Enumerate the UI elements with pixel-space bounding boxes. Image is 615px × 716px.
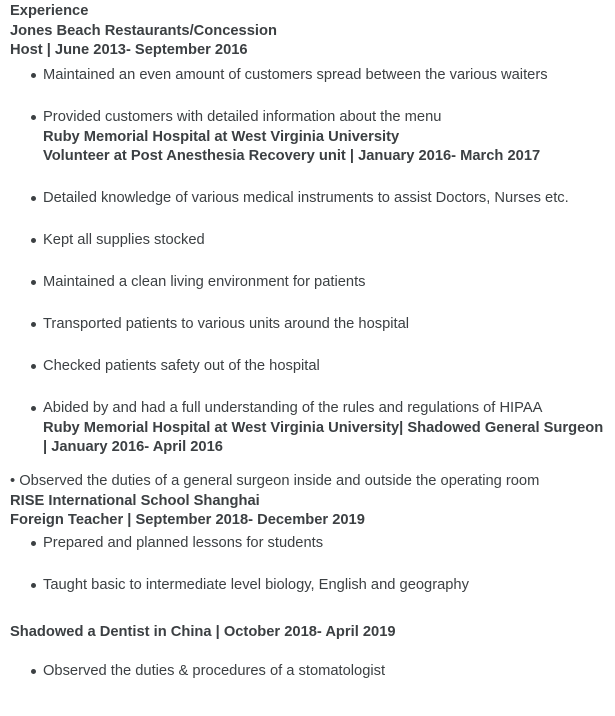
bullet-text: Kept all supplies stocked: [43, 232, 205, 248]
bullet-text: Prepared and planned lessons for students: [43, 535, 324, 551]
bullet-item: [43, 357, 607, 377]
bullet-item: [43, 399, 607, 458]
bullet-text: Checked patients safety out of the hospital: [43, 358, 320, 374]
company-role-ruby-shadow: Ruby Memorial Hospital at West Virginia University| Shadowed General Surgeon | January 2016- April 2016: [43, 419, 604, 455]
bullet-text: Maintained an even amount of customers spread between the various waiters: [43, 67, 548, 83]
role-dates-ruby-volunteer: Volunteer at Post Anesthesia Recovery unit | January 2016- March 2017: [43, 148, 541, 164]
role-dates-jones: Host | June 2013- September 2016: [10, 42, 248, 58]
bullet-item: [43, 66, 607, 86]
surgeon-observation-note: • Observed the duties of a general surgeon inside and outside the operating room: [10, 473, 540, 489]
bullet-item: [43, 108, 607, 167]
bullet-text: Observed the duties & procedures of a stomatologist: [43, 663, 386, 679]
section-title: Experience: [10, 3, 89, 19]
bullet-item: [43, 534, 607, 554]
company-name-ruby-volunteer: Ruby Memorial Hospital at West Virginia University: [43, 128, 400, 145]
bullet-item: [43, 576, 607, 596]
dentist-bullet-list: [10, 662, 607, 682]
bullet-text: Provided customers with detailed information about the menu: [43, 109, 442, 125]
bullet-item: [43, 315, 607, 335]
rise-bullet-list: [10, 534, 607, 596]
bullet-text: Taught basic to intermediate level biology, English and geography: [43, 577, 469, 593]
bullet-item: [43, 662, 607, 682]
bullet-text: Maintained a clean living environment for patients: [43, 274, 366, 290]
company-name-jones: Jones Beach Restaurants/Concession: [10, 22, 277, 39]
bullet-text: Abided by and had a full understanding of the rules and regulations of HIPAA: [43, 400, 543, 416]
bullet-text: Transported patients to various units around the hospital: [43, 316, 410, 332]
role-dates-dentist: Shadowed a Dentist in China | October 2018- April 2019: [10, 624, 396, 640]
jones-ruby-bullet-list: [10, 66, 607, 458]
bullet-text: Detailed knowledge of various medical instruments to assist Doctors, Nurses etc.: [43, 190, 569, 206]
bullet-item: [43, 273, 607, 293]
bullet-item: [43, 189, 607, 209]
bullet-item: [43, 231, 607, 251]
company-name-rise: RISE International School Shanghai: [10, 492, 260, 509]
role-dates-rise: Foreign Teacher | September 2018- December 2019: [10, 512, 365, 528]
